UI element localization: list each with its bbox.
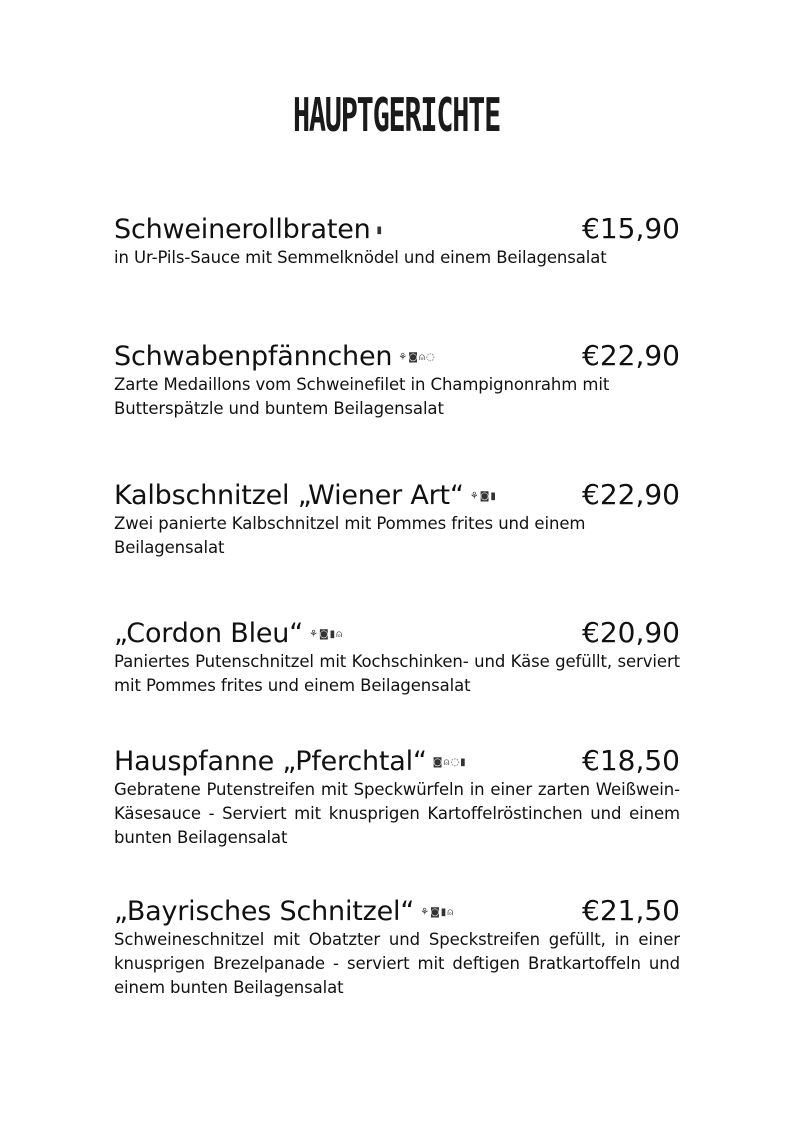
dish-description: Zarte Medaillons vom Schweinefilet in Champignonrahm mit Butterspätzle und buntem Beilagensalat	[114, 375, 610, 418]
dish-name-wrapper	[114, 214, 383, 245]
dish-name-wrapper	[114, 480, 497, 511]
dish-name-wrapper	[114, 341, 436, 372]
allergen-icons: ⚘◙▮	[469, 491, 497, 502]
allergen-icons: ⚘◙⍝◌	[398, 352, 436, 363]
dish-description: Gebratene Putenstreifen mit Speckwürfeln in einer zarten Weißwein-Käsesauce - Serviert mit knusprigen Kartoffelröstinchen und einem bunten Beilagensalat	[114, 780, 680, 847]
dish-name: „Cordon Bleu“	[114, 618, 303, 649]
dish-name-wrapper	[114, 618, 343, 649]
dish-price: €20,90	[582, 616, 680, 649]
dish-description: Schweineschnitzel mit Obatzter und Speckstreifen gefüllt, in einer knusprigen Brezelpanade - serviert mit deftigen Bratkartoffeln und einem bunten Beilagensalat	[114, 930, 680, 997]
dish-description: Zwei panierte Kalbschnitzel mit Pommes frites und einem Beilagensalat	[114, 514, 586, 557]
dish-description: in Ur-Pils-Sauce mit Semmelknödel und einem Beilagensalat	[114, 248, 607, 267]
dish-name-wrapper	[114, 896, 454, 927]
page-title: HAUPTGERICHTE	[292, 88, 501, 142]
menu-item	[114, 339, 680, 421]
dish-name: Kalbschnitzel „Wiener Art“	[114, 480, 464, 511]
allergen-icons: ▮	[376, 225, 384, 236]
menu-item	[114, 744, 680, 850]
menu-item	[114, 212, 680, 270]
menu-item	[114, 478, 680, 560]
menu-item	[114, 894, 680, 1000]
allergen-icons: ⚘◙▮⍝	[420, 907, 455, 918]
dish-name: Schweinerollbraten	[114, 214, 371, 245]
dish-price: €21,50	[582, 894, 680, 927]
dish-price: €22,90	[582, 478, 680, 511]
allergen-icons: ⚘◙▮⍝	[309, 629, 344, 640]
dish-name: Hauspfanne „Pferchtal“	[114, 746, 427, 777]
dish-price: €18,50	[582, 744, 680, 777]
menu-item	[114, 616, 680, 698]
dish-name: Schwabenpfännchen	[114, 341, 393, 372]
dish-price: €22,90	[582, 339, 680, 372]
dish-name-wrapper	[114, 746, 467, 777]
dish-price: €15,90	[582, 212, 680, 245]
dish-name: „Bayrisches Schnitzel“	[114, 896, 415, 927]
dish-description: Paniertes Putenschnitzel mit Kochschinken- und Käse gefüllt, serviert mit Pommes frites und einem Beilagensalat	[114, 652, 680, 695]
allergen-icons: ◙⍝◌▮	[432, 757, 467, 768]
